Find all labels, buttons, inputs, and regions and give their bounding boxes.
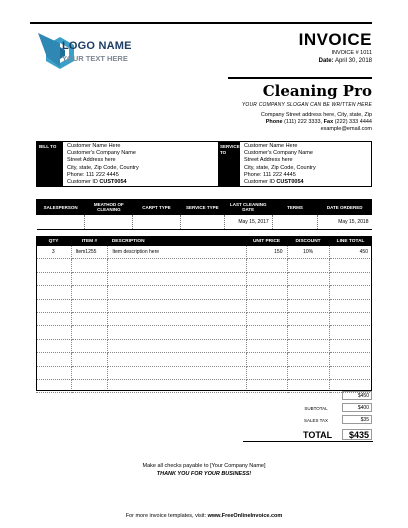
invoice-number-value: 1011 xyxy=(360,50,372,56)
unit-price-cell[interactable]: 150 xyxy=(246,246,287,259)
qty-cell[interactable]: 3 xyxy=(36,246,71,259)
footer-text: For more invoice templates, visit: xyxy=(125,513,207,519)
logo-name: LOGO NAME xyxy=(62,40,132,52)
line-total-cell[interactable]: 450 xyxy=(329,246,372,259)
serviced-to-label-line2: TO xyxy=(220,149,227,155)
serviced-to-line: Customer Name Here xyxy=(244,143,298,149)
serviced-to-details xyxy=(244,143,316,186)
header-method-of-cleaning: MEATHOD OF CLEANING xyxy=(85,200,133,215)
item-number-cell[interactable]: Item1255 xyxy=(71,246,108,259)
header-terms: TERMS xyxy=(272,200,318,215)
header-line-total: LINE TOTAL xyxy=(329,236,372,246)
header-qty: QTY xyxy=(36,236,71,246)
header-item-number: ITEM # xyxy=(71,236,108,246)
footer xyxy=(0,513,408,519)
line-items-border xyxy=(36,236,372,391)
customer-id-value: CUST0054 xyxy=(99,179,127,186)
service-type-cell[interactable] xyxy=(180,215,224,230)
serviced-to-line: Street Address here xyxy=(244,157,293,164)
subtotal-row xyxy=(298,403,372,414)
bill-to-line: Phone: 111 222 4445 xyxy=(67,171,119,178)
description-cell[interactable]: Item description here xyxy=(108,246,246,259)
sales-tax-row xyxy=(298,415,372,426)
bill-to-line: City, state, Zip Code, Country xyxy=(67,164,139,171)
phone-value: (111) 222 3333, xyxy=(284,119,323,125)
serviced-to-line: City, state, Zip Code, Country xyxy=(244,164,316,171)
carpet-type-cell[interactable] xyxy=(133,215,181,230)
company-slogan: YOUR COMPANY SLOGAN CAN BE WRITTEN HERE xyxy=(241,102,372,108)
total-label: TOTAL xyxy=(303,430,333,440)
invoice-number xyxy=(331,50,372,56)
company-rule xyxy=(228,77,372,79)
serviced-to-line: Customer's Company Name xyxy=(244,150,313,157)
invoice-date-label: Date: xyxy=(318,58,334,64)
customer-id-value: CUST0054 xyxy=(276,179,304,186)
invoice-number-label: INVOICE # xyxy=(331,50,359,56)
serviced-to-label-line1: SERVICED xyxy=(220,144,243,149)
bill-to-line: Street Address here xyxy=(67,157,116,164)
fax-value: (222) 333 4444 xyxy=(334,119,372,125)
header-discount: DISCOUNT xyxy=(287,236,329,246)
header-service-type: SERVICE TYPE xyxy=(180,200,224,215)
service-details-header xyxy=(37,200,372,215)
service-details-row xyxy=(37,215,372,230)
terms-cell[interactable] xyxy=(272,215,318,230)
invoice-date xyxy=(319,58,372,64)
header-description: DESCRIPTION xyxy=(108,236,246,246)
line-total-sum: $450 xyxy=(342,391,372,400)
thank-you-note: THANK YOU FOR YOUR BUSINESS! xyxy=(156,471,252,477)
subtotal-value: $400 xyxy=(342,403,372,412)
invoice-title: INVOICE xyxy=(298,30,372,49)
company-address: Company Street address here, City, state, Zip xyxy=(260,112,372,118)
bill-to-label: BILL TO xyxy=(37,142,63,186)
line-total-sum-row xyxy=(298,391,372,402)
date-ordered-cell[interactable]: May 15, 2018 xyxy=(318,215,372,230)
discount-cell[interactable]: 10% xyxy=(287,246,329,259)
invoice-date-value: April 30, 2018 xyxy=(334,58,372,64)
serviced-to-label xyxy=(218,142,243,186)
serviced-to-line: Phone: 111 222 4445 xyxy=(244,171,296,178)
customer-id-label: Customer ID xyxy=(67,179,98,186)
header-rule xyxy=(30,22,372,24)
service-details-table xyxy=(36,199,372,230)
method-of-cleaning-cell[interactable] xyxy=(85,215,133,230)
company-email: example@email.com xyxy=(320,126,372,132)
sales-tax-label: SALES TAX xyxy=(303,418,329,423)
subtotal-label: SUBTOTAL xyxy=(304,406,328,411)
salesperson-cell[interactable] xyxy=(37,215,85,230)
customer-id-label: Customer ID xyxy=(244,179,275,186)
logo-tagline: YOUR TEXT HERE xyxy=(62,54,128,63)
phone-label: Phone xyxy=(265,119,283,125)
bill-to-line: Customer Name Here xyxy=(67,143,121,149)
header-carpet-type: CARPT TYPE xyxy=(133,200,181,215)
total-rule xyxy=(243,441,373,442)
company-phone-fax xyxy=(266,119,372,125)
bill-to-line: Customer's Company Name xyxy=(67,150,136,157)
header-last-cleaning-date: LAST CLEANING DATE xyxy=(224,200,272,215)
serviced-to-customer-id xyxy=(244,179,316,186)
last-cleaning-date-cell[interactable]: May 15, 2017 xyxy=(224,215,272,230)
bill-to-customer-id xyxy=(67,179,139,186)
sales-tax-value: $35 xyxy=(342,415,372,424)
company-name: Cleaning Pro xyxy=(262,82,372,100)
footer-link[interactable]: www.FreeOnlineInvoice.com xyxy=(207,513,283,519)
bill-to-details xyxy=(67,143,139,186)
header-unit-price: UNIT PRICE xyxy=(246,236,287,246)
total-value: $435 xyxy=(342,429,372,440)
fax-label: Fax xyxy=(323,119,334,125)
payable-note: Make all checks payable to [Your Company Name] xyxy=(142,463,266,469)
header-date-ordered: DATE ORDERED xyxy=(318,200,372,215)
header-salesperson: SALESPERSON xyxy=(37,200,85,215)
